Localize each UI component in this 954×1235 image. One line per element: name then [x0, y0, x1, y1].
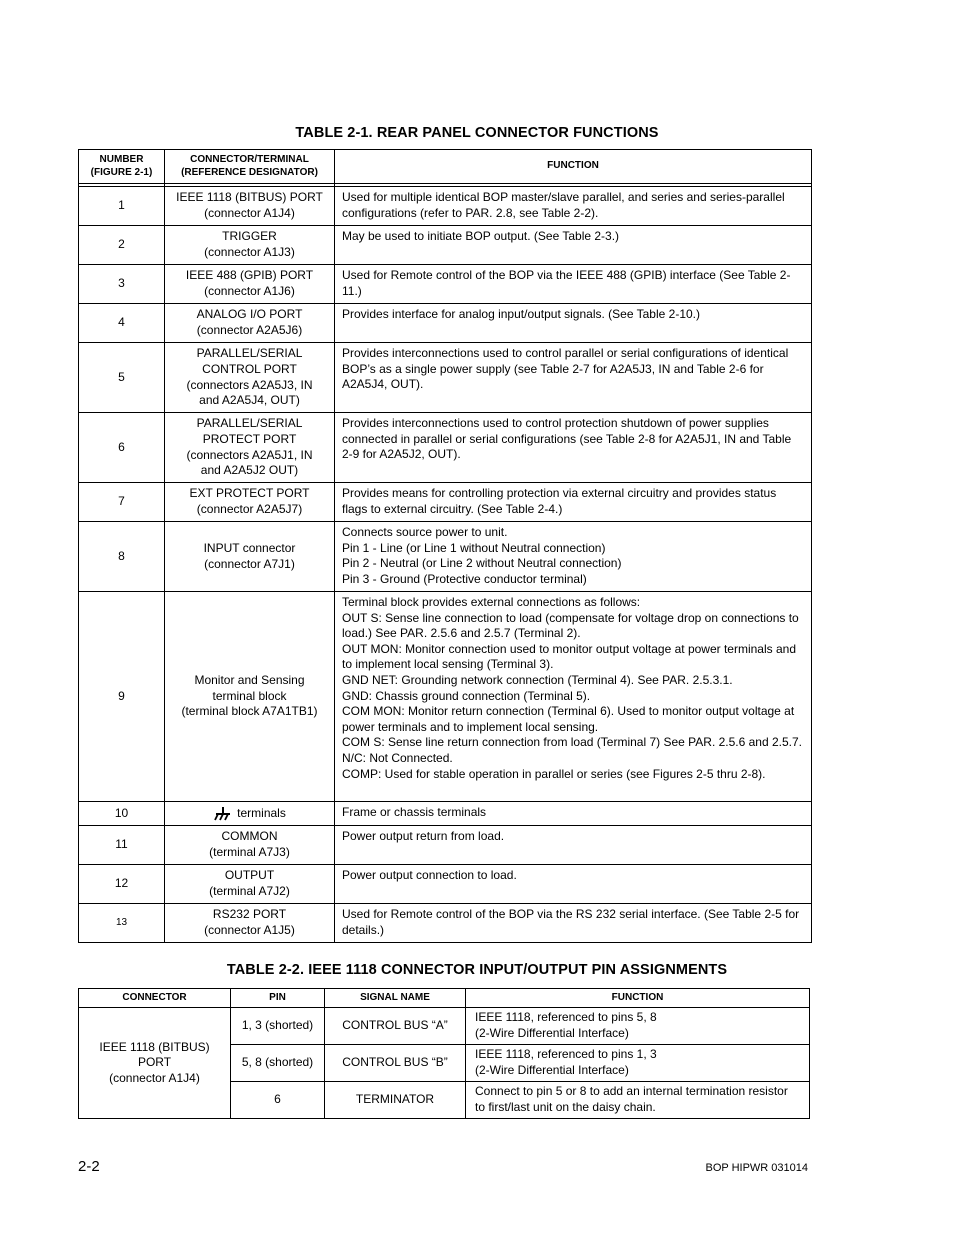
table-header-row — [79, 989, 810, 1008]
row-function: Frame or chassis terminals — [335, 802, 812, 826]
row-function: Power output connection to load. — [335, 865, 812, 904]
table-row — [79, 1008, 810, 1045]
row-function: Used for Remote control of the BOP via the IEEE 488 (GPIB) interface (See Table 2-11.) — [335, 265, 812, 304]
row-connector-label: terminals — [237, 805, 286, 820]
row-connector — [165, 802, 335, 826]
signal-cell: CONTROL BUS “B” — [325, 1045, 466, 1082]
table-row — [79, 592, 812, 802]
pin-cell: 6 — [231, 1082, 325, 1119]
number-header: NUMBER (FIGURE 2-1) — [79, 150, 165, 184]
function-cell: Connect to pin 5 or 8 to add an internal termination resistor to first/last unit on the daisy chain. — [466, 1082, 810, 1119]
row-function: Used for multiple identical BOP master/slave parallel, and series and series-parallel configurations (refer to PAR. 2.8, see Table 2-2). — [335, 187, 812, 226]
signal-cell: TERMINATOR — [325, 1082, 466, 1119]
table-row — [79, 522, 812, 592]
row-function: Provides interconnections used to control protection shutdown of power supplies connected in parallel or serial configurations (see Table 2-8 for A2A5J1, IN and Table 2-9 for A2A5J2, OUT). — [335, 413, 812, 483]
row-connector: OUTPUT (terminal A7J2) — [165, 865, 335, 904]
row-function: May be used to initiate BOP output. (See Table 2-3.) — [335, 226, 812, 265]
ieee1118-pin-table — [78, 988, 810, 1119]
row-function: Terminal block provides external connections as follows: OUT S: Sense line connection to load (compensate for voltage drop on connections to load.) See PAR. 2.5.6 and 2.5.7 (Terminal 2). OUT MON: Monitor connection used to monitor output voltage at power terminals and to implement local sensing (Terminal 3). GND NET: Grounding network connection (Terminal 4). See PAR. 2.5.3.1. GND: Chassis ground connection (Terminal 5). COM MON: Monitor return connection (Terminal 6). Used to monitor output voltage at power terminals and to implement local sensing. COM S: Sense line return connection from load (Terminal 7) See PAR. 2.5.6 and 2.5.7. N/C: Not Connected. COMP: Used for stable operation in parallel or series (see Figures 2-5 thru 2-8). — [335, 592, 812, 802]
signal-header: SIGNAL NAME — [325, 989, 466, 1008]
row-connector: TRIGGER (connector A1J3) — [165, 226, 335, 265]
row-number: 6 — [79, 413, 165, 483]
table-row — [79, 904, 812, 943]
row-number: 9 — [79, 592, 165, 802]
table-row — [79, 187, 812, 226]
row-connector: PARALLEL/SERIAL CONTROL PORT (connectors A2A5J3, IN and A2A5J4, OUT) — [165, 343, 335, 413]
table-row — [79, 304, 812, 343]
row-number: 3 — [79, 265, 165, 304]
pin-cell: 1, 3 (shorted) — [231, 1008, 325, 1045]
table-row — [79, 343, 812, 413]
rear-panel-connector-table — [78, 149, 812, 943]
row-connector: IEEE 1118 (BITBUS) PORT (connector A1J4) — [165, 187, 335, 226]
table-row — [79, 413, 812, 483]
table1-title: TABLE 2-1. REAR PANEL CONNECTOR FUNCTIONS — [295, 125, 659, 141]
row-connector: RS232 PORT (connector A1J5) — [165, 904, 335, 943]
row-function: Provides interface for analog input/output signals. (See Table 2-10.) — [335, 304, 812, 343]
row-number: 10 — [79, 802, 165, 826]
row-function: Provides interconnections used to control parallel or serial configurations of identical BOP’s as a single power supply (see Table 2-7 for A2A5J3, IN and Table 2-6 for A2A5J4, OUT). — [335, 343, 812, 413]
row-number: 4 — [79, 304, 165, 343]
table-row — [79, 483, 812, 522]
connector-header: CONNECTOR — [79, 989, 231, 1008]
function-cell: IEEE 1118, referenced to pins 5, 8 (2-Wire Differential Interface) — [466, 1008, 810, 1045]
function-cell: IEEE 1118, referenced to pins 1, 3 (2-Wire Differential Interface) — [466, 1045, 810, 1082]
row-number: 2 — [79, 226, 165, 265]
row-connector: IEEE 488 (GPIB) PORT (connector A1J6) — [165, 265, 335, 304]
table-row — [79, 265, 812, 304]
row-number: 11 — [79, 826, 165, 865]
row-number: 1 — [79, 187, 165, 226]
row-function: Power output return from load. — [335, 826, 812, 865]
row-number: 7 — [79, 483, 165, 522]
row-function: Connects source power to unit. Pin 1 - Line (or Line 1 without Neutral connection) Pin 2 - Neutral (or Line 2 without Neutral connection) Pin 3 - Ground (Protective conductor terminal) — [335, 522, 812, 592]
function-header: FUNCTION — [466, 989, 810, 1008]
signal-cell: CONTROL BUS “A” — [325, 1008, 466, 1045]
row-connector: INPUT connector (connector A7J1) — [165, 522, 335, 592]
table-row — [79, 826, 812, 865]
row-number: 12 — [79, 865, 165, 904]
row-function: Provides means for controlling protection via external circuitry and provides status flags to external circuitry. (See Table 2-4.) — [335, 483, 812, 522]
table-row — [79, 802, 812, 826]
connector-header: CONNECTOR/TERMINAL (REFERENCE DESIGNATOR) — [165, 150, 335, 184]
table-header-row — [79, 150, 812, 184]
table2-title: TABLE 2-2. IEEE 1118 CONNECTOR INPUT/OUTPUT PIN ASSIGNMENTS — [226, 962, 728, 978]
row-connector: Monitor and Sensing terminal block (terminal block A7A1TB1) — [165, 592, 335, 802]
row-function: Used for Remote control of the BOP via the RS 232 serial interface. (See Table 2-5 for details.) — [335, 904, 812, 943]
row-number: 13 — [79, 904, 165, 943]
table-row — [79, 226, 812, 265]
function-header: FUNCTION — [335, 150, 812, 184]
chassis-ground-icon — [213, 806, 233, 821]
row-connector: ANALOG I/O PORT (connector A2A5J6) — [165, 304, 335, 343]
row-number: 5 — [79, 343, 165, 413]
table-row — [79, 865, 812, 904]
row-number: 8 — [79, 522, 165, 592]
row-connector: PARALLEL/SERIAL PROTECT PORT (connectors A2A5J1, IN and A2A5J2 OUT) — [165, 413, 335, 483]
document-id: BOP HIPWR 031014 — [705, 1162, 808, 1174]
row-connector: COMMON (terminal A7J3) — [165, 826, 335, 865]
row-connector: EXT PROTECT PORT (connector A2A5J7) — [165, 483, 335, 522]
connector-cell: IEEE 1118 (BITBUS) PORT (connector A1J4) — [79, 1008, 231, 1119]
page-number: 2-2 — [78, 1158, 100, 1175]
pin-cell: 5, 8 (shorted) — [231, 1045, 325, 1082]
pin-header: PIN — [231, 989, 325, 1008]
